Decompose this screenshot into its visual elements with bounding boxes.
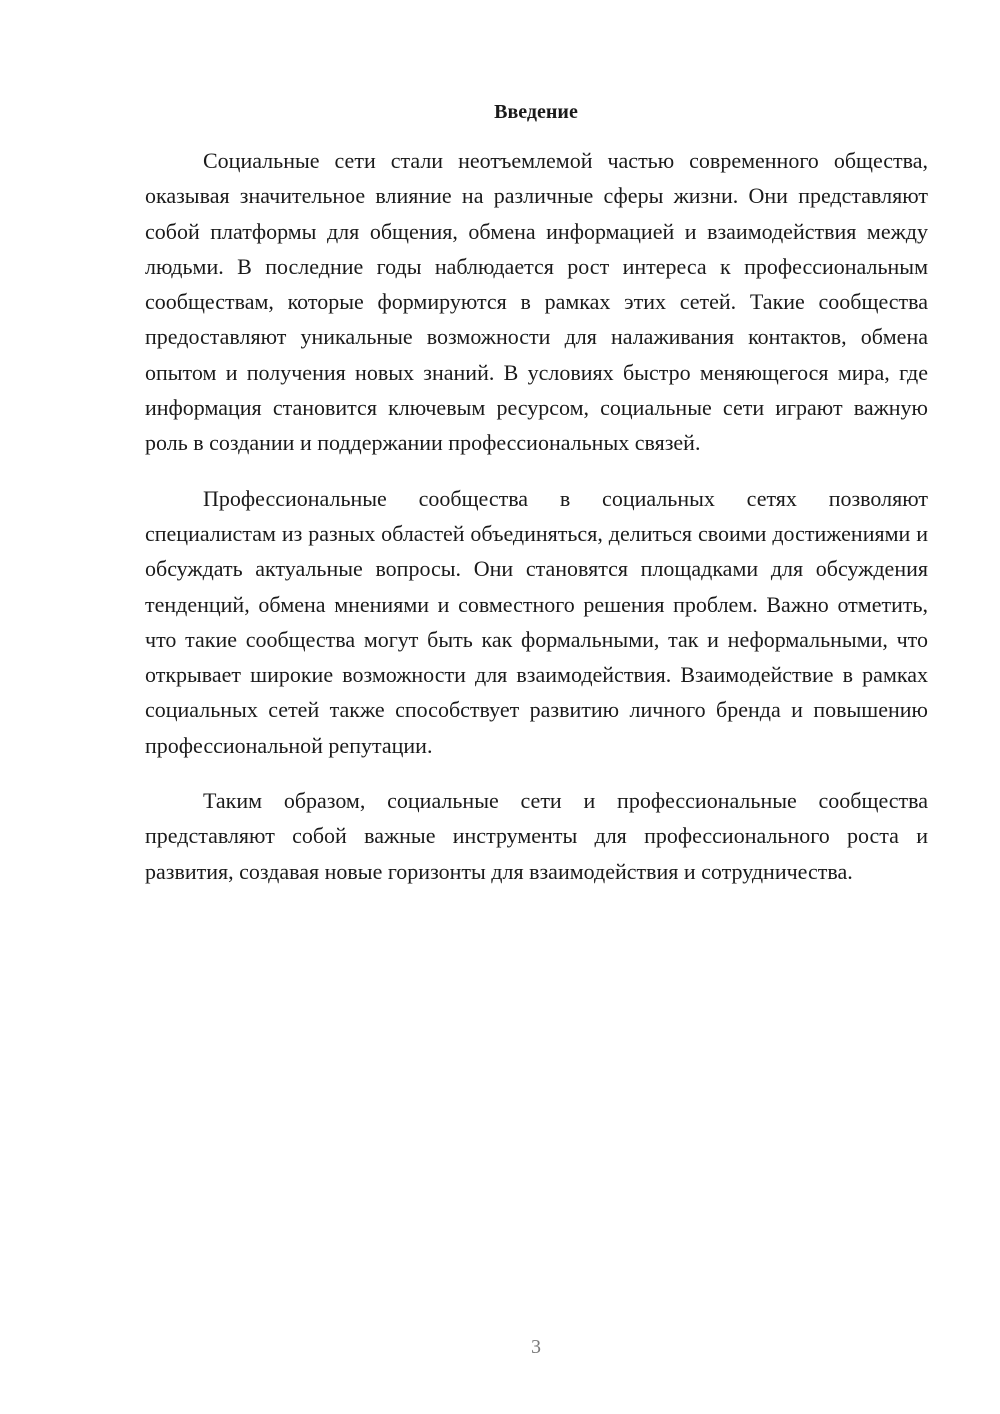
paragraph-1: Социальные сети стали неотъемлемой частью современного общества, оказывая значительное влияние на различные сферы жизни. Они представляют собой платформы для общения, обмена информацией и взаимодействия между людьми. В последние годы наблюдается рост интереса к профессиональным сообществам, которые формируются в рамках этих сетей. Такие сообщества предоставляют уникальные возможности для налаживания контактов, обмена опытом и получения новых знаний. В условиях быстро меняющегося мира, где информация становится ключевым ресурсом, социальные сети играют важную роль в создании и поддержании профессиональных связей.	[145, 148, 928, 456]
paragraph-2: Профессиональные сообщества в социальных сетях позволяют специалистам из разных областей объединяться, делиться своими достижениями и обсуждать актуальные вопросы. Они становятся площадками для обсуждения тенденций, обмена мнениями и совместного решения проблем. Важно отметить, что такие сообщества могут быть как формальными, так и неформальными, что открывает широкие возможности для взаимодействия. Взаимодействие в рамках социальных сетей также способствует развитию личного бренда и повышению профессиональной репутации.	[145, 485, 928, 758]
paragraph-3: Таким образом, социальные сети и профессиональные сообщества представляют собой важные инструменты для профессионального роста и развития, создавая новые горизонты для взаимодействия и сотрудничества.	[145, 788, 928, 884]
page-title: Введение	[494, 101, 578, 123]
page-number: 3	[531, 1336, 541, 1358]
document-body	[145, 143, 928, 889]
